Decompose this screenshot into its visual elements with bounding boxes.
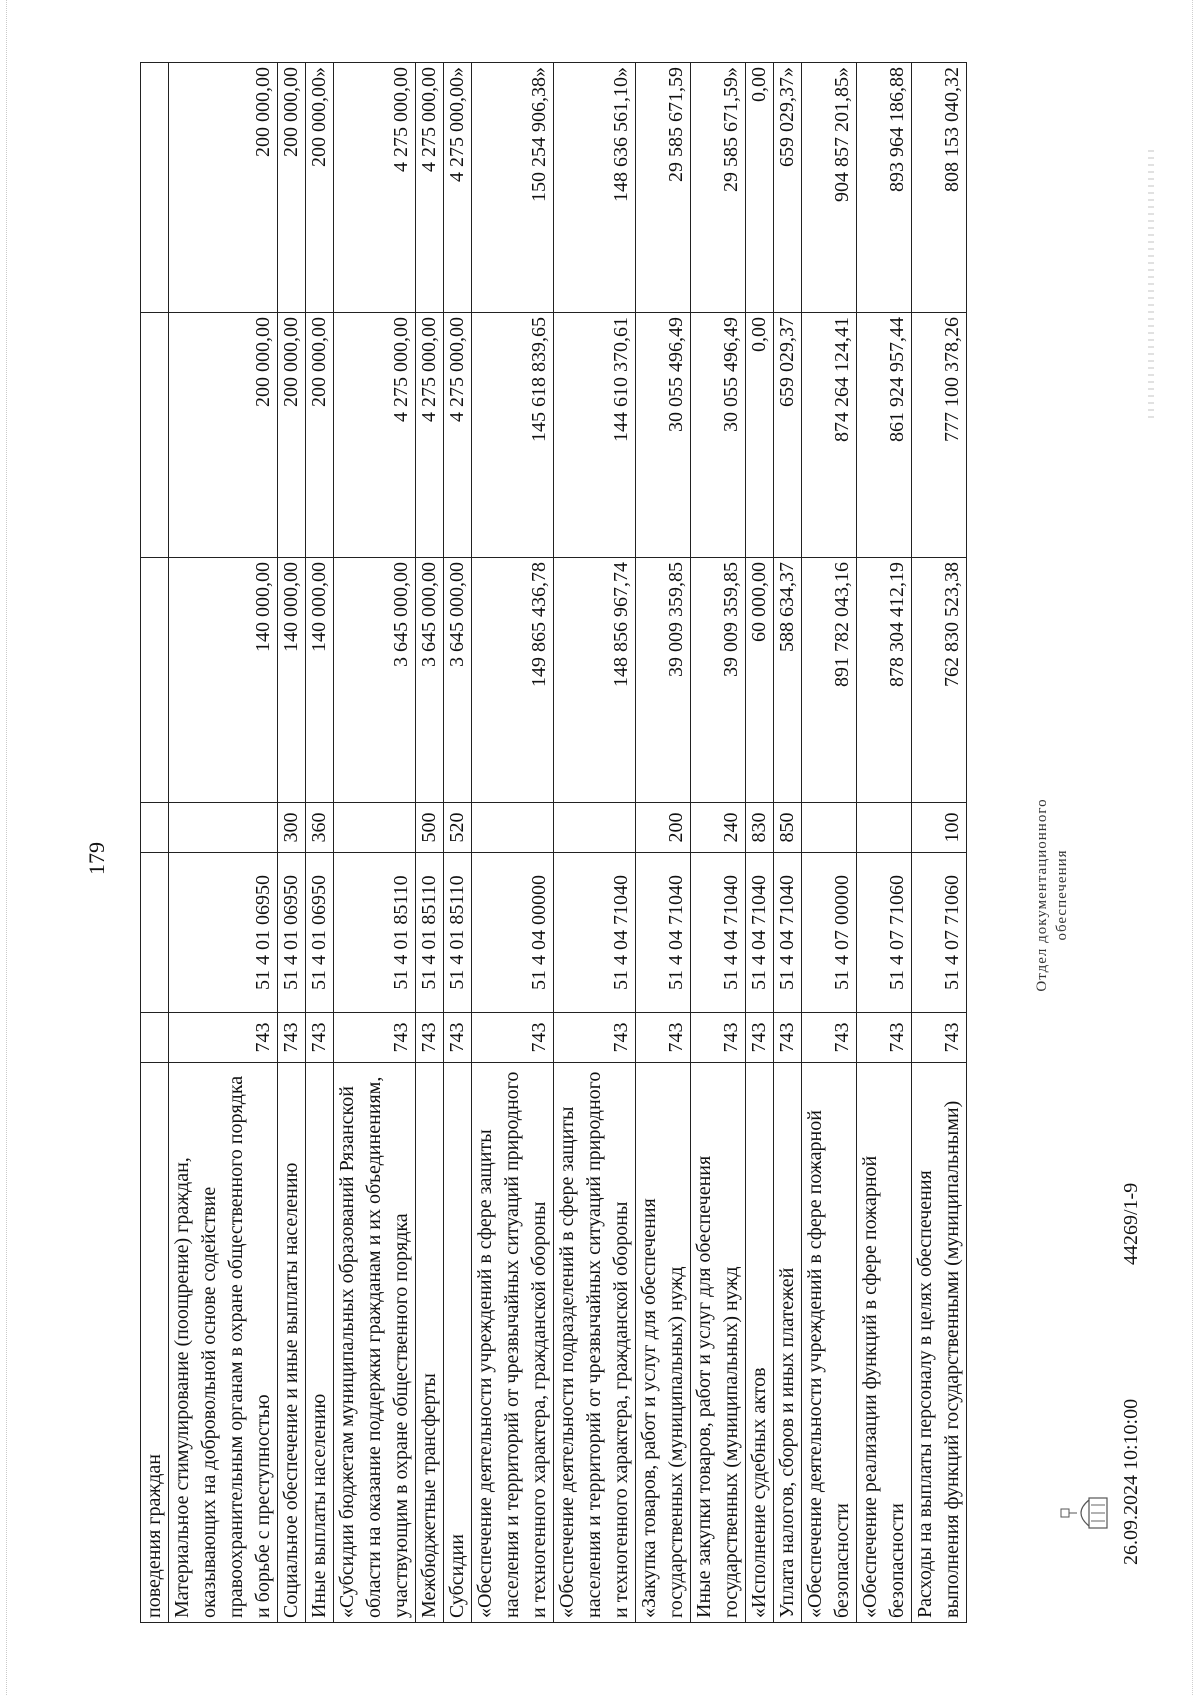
row-amount-3: 904 857 201,85» xyxy=(802,63,857,313)
row-target-article: 51 4 07 71060 xyxy=(857,853,912,1013)
row-target-article: 51 4 01 85110 xyxy=(416,853,444,1013)
row-expense-type: 200 xyxy=(636,803,691,853)
footer-date: 26.09.2024 10:10:00 xyxy=(1120,1398,1142,1565)
row-amount-1: 3 645 000,00 xyxy=(444,558,472,803)
row-target-article: 51 4 04 71040 xyxy=(746,853,774,1013)
row-amount-2: 144 610 370,61 xyxy=(554,313,636,558)
row-name: Субсидии xyxy=(444,1063,472,1623)
row-amount-3: 29 585 671,59» xyxy=(691,63,746,313)
row-ved-code: 743 xyxy=(774,1013,802,1063)
row-target-article: 51 4 01 06950 xyxy=(169,853,278,1013)
row-ved-code: 743 xyxy=(912,1013,967,1063)
row-ved-code: 743 xyxy=(444,1013,472,1063)
row-expense-type xyxy=(802,803,857,853)
row-amount-1: 140 000,00 xyxy=(278,558,306,803)
row-name: Уплата налогов, сборов и иных платежей xyxy=(774,1063,802,1623)
row-amount-1: 39 009 359,85 xyxy=(636,558,691,803)
row-target-article: 51 4 01 06950 xyxy=(278,853,306,1013)
row-amount-1: 39 009 359,85 xyxy=(691,558,746,803)
row-name: Иные выплаты населению xyxy=(306,1063,334,1623)
row-expense-type: 240 xyxy=(691,803,746,853)
table-row xyxy=(334,63,416,1623)
page-number: 179 xyxy=(84,842,109,875)
row-amount-2: 30 055 496,49 xyxy=(691,313,746,558)
row-target-article: 51 4 04 71040 xyxy=(691,853,746,1013)
row-name: Социальное обеспечение и иные выплаты населению xyxy=(278,1063,306,1623)
row-amount-2 xyxy=(141,313,169,558)
row-name: Иные закупки товаров, работ и услуг для обеспечения государственных (муниципальных) нужд xyxy=(691,1063,746,1623)
row-amount-2: 4 275 000,00 xyxy=(416,313,444,558)
row-ved-code: 743 xyxy=(169,1013,278,1063)
row-amount-3: 200 000,00 xyxy=(169,63,278,313)
row-name: «Обеспечение деятельности подразделений в сфере защиты населения и территорий от чрезвычайных ситуаций природного и техногенного характера, гражданской обороны xyxy=(554,1063,636,1623)
row-name: «Обеспечение реализации функций в сфере пожарной безопасности xyxy=(857,1063,912,1623)
row-amount-1: 60 000,00 xyxy=(746,558,774,803)
row-amount-2: 777 100 378,26 xyxy=(912,313,967,558)
row-expense-type: 300 xyxy=(278,803,306,853)
table-row xyxy=(472,63,554,1623)
row-ved-code: 743 xyxy=(306,1013,334,1063)
budget-table xyxy=(140,62,967,1623)
row-amount-3: 4 275 000,00 xyxy=(416,63,444,313)
row-amount-2: 200 000,00 xyxy=(169,313,278,558)
row-amount-3: 893 964 186,88 xyxy=(857,63,912,313)
row-amount-2: 30 055 496,49 xyxy=(636,313,691,558)
row-amount-2: 145 618 839,65 xyxy=(472,313,554,558)
row-expense-type: 100 xyxy=(912,803,967,853)
row-amount-2: 659 029,37 xyxy=(774,313,802,558)
stamp-line-2: обеспечения xyxy=(1054,849,1070,941)
row-amount-3: 200 000,00» xyxy=(306,63,334,313)
row-amount-3: 150 254 906,38» xyxy=(472,63,554,313)
row-amount-1: 140 000,00 xyxy=(306,558,334,803)
row-amount-3: 0,00 xyxy=(746,63,774,313)
row-name: Расходы на выплаты персоналу в целях обеспечения выполнения функций государственными (муниципальными) xyxy=(912,1063,967,1623)
row-name: «Обеспечение деятельности учреждений в сфере защиты населения и территорий от чрезвычайных ситуаций природного и техногенного характера, гражданской обороны xyxy=(472,1063,554,1623)
row-amount-2: 200 000,00 xyxy=(278,313,306,558)
row-amount-1 xyxy=(141,558,169,803)
stamp-line-1: Отдел документационного xyxy=(1034,798,1050,992)
row-amount-3: 148 636 561,10» xyxy=(554,63,636,313)
table-row xyxy=(278,63,306,1623)
row-target-article: 51 4 04 71040 xyxy=(774,853,802,1013)
row-expense-type: 520 xyxy=(444,803,472,853)
row-amount-1: 3 645 000,00 xyxy=(416,558,444,803)
table-row xyxy=(554,63,636,1623)
row-amount-3: 4 275 000,00» xyxy=(444,63,472,313)
row-amount-3: 659 029,37» xyxy=(774,63,802,313)
footer-doc-id: 44269/1-9 xyxy=(1120,1182,1142,1265)
row-amount-2: 200 000,00 xyxy=(306,313,334,558)
row-name: «Субсидии бюджетам муниципальных образований Рязанской области на оказание поддержки гражданам и их объединениям, участвующим в охране общественного порядка xyxy=(334,1063,416,1623)
row-amount-1: 149 865 436,78 xyxy=(472,558,554,803)
row-ved-code xyxy=(141,1013,169,1063)
row-amount-3: 200 000,00 xyxy=(278,63,306,313)
table-row xyxy=(141,63,169,1623)
row-expense-type: 360 xyxy=(306,803,334,853)
table-row xyxy=(802,63,857,1623)
row-expense-type xyxy=(857,803,912,853)
row-amount-2: 4 275 000,00 xyxy=(444,313,472,558)
department-stamp xyxy=(1032,790,1072,1000)
row-name: Межбюджетные трансферты xyxy=(416,1063,444,1623)
row-amount-1: 588 634,37 xyxy=(774,558,802,803)
row-amount-2: 874 264 124,41 xyxy=(802,313,857,558)
row-expense-type xyxy=(141,803,169,853)
row-ved-code: 743 xyxy=(554,1013,636,1063)
row-name: «Исполнение судебных актов xyxy=(746,1063,774,1623)
row-name: «Закупка товаров, работ и услуг для обеспечения государственных (муниципальных) нужд xyxy=(636,1063,691,1623)
row-amount-2: 861 924 957,44 xyxy=(857,313,912,558)
table-row xyxy=(169,63,278,1623)
table-row xyxy=(691,63,746,1623)
row-expense-type: 830 xyxy=(746,803,774,853)
row-expense-type xyxy=(472,803,554,853)
row-ved-code: 743 xyxy=(278,1013,306,1063)
row-ved-code: 743 xyxy=(857,1013,912,1063)
row-target-article xyxy=(141,853,169,1013)
table-row xyxy=(774,63,802,1623)
row-amount-1: 878 304 412,19 xyxy=(857,558,912,803)
row-expense-type xyxy=(554,803,636,853)
row-ved-code: 743 xyxy=(334,1013,416,1063)
row-expense-type xyxy=(334,803,416,853)
table-row xyxy=(306,63,334,1623)
table-row xyxy=(746,63,774,1623)
table-row xyxy=(416,63,444,1623)
row-name: поведения граждан xyxy=(141,1063,169,1623)
table-row xyxy=(444,63,472,1623)
table-row xyxy=(636,63,691,1623)
table-row xyxy=(912,63,967,1623)
row-ved-code: 743 xyxy=(472,1013,554,1063)
row-target-article: 51 4 07 00000 xyxy=(802,853,857,1013)
row-ved-code: 743 xyxy=(802,1013,857,1063)
row-target-article: 51 4 01 06950 xyxy=(306,853,334,1013)
row-amount-1: 3 645 000,00 xyxy=(334,558,416,803)
row-ved-code: 743 xyxy=(691,1013,746,1063)
row-expense-type: 850 xyxy=(774,803,802,853)
row-ved-code: 743 xyxy=(636,1013,691,1063)
row-target-article: 51 4 04 71040 xyxy=(554,853,636,1013)
row-name: Материальное стимулирование (поощрение) граждан, оказывающих на добровольной основе содействие правоохранительным органам в охране общественного порядка и борьбе с преступностью xyxy=(169,1063,278,1623)
row-ved-code: 743 xyxy=(746,1013,774,1063)
table-row xyxy=(857,63,912,1623)
row-amount-2: 0,00 xyxy=(746,313,774,558)
row-amount-3: 808 153 040,32 xyxy=(912,63,967,313)
table-body xyxy=(141,63,967,1623)
row-amount-3: 4 275 000,00 xyxy=(334,63,416,313)
row-amount-1: 148 856 967,74 xyxy=(554,558,636,803)
row-amount-2: 4 275 000,00 xyxy=(334,313,416,558)
row-target-article: 51 4 01 85110 xyxy=(444,853,472,1013)
row-target-article: 51 4 01 85110 xyxy=(334,853,416,1013)
row-target-article: 51 4 07 71060 xyxy=(912,853,967,1013)
row-expense-type xyxy=(169,803,278,853)
row-amount-3 xyxy=(141,63,169,313)
row-amount-3: 29 585 671,59 xyxy=(636,63,691,313)
row-target-article: 51 4 04 00000 xyxy=(472,853,554,1013)
row-amount-1: 762 830 523,38 xyxy=(912,558,967,803)
row-ved-code: 743 xyxy=(416,1013,444,1063)
row-amount-1: 891 782 043,16 xyxy=(802,558,857,803)
row-name: «Обеспечение деятельности учреждений в сфере пожарной безопасности xyxy=(802,1063,857,1623)
row-target-article: 51 4 04 71040 xyxy=(636,853,691,1013)
crest-icon xyxy=(1055,1496,1111,1530)
row-amount-1: 140 000,00 xyxy=(169,558,278,803)
row-expense-type: 500 xyxy=(416,803,444,853)
